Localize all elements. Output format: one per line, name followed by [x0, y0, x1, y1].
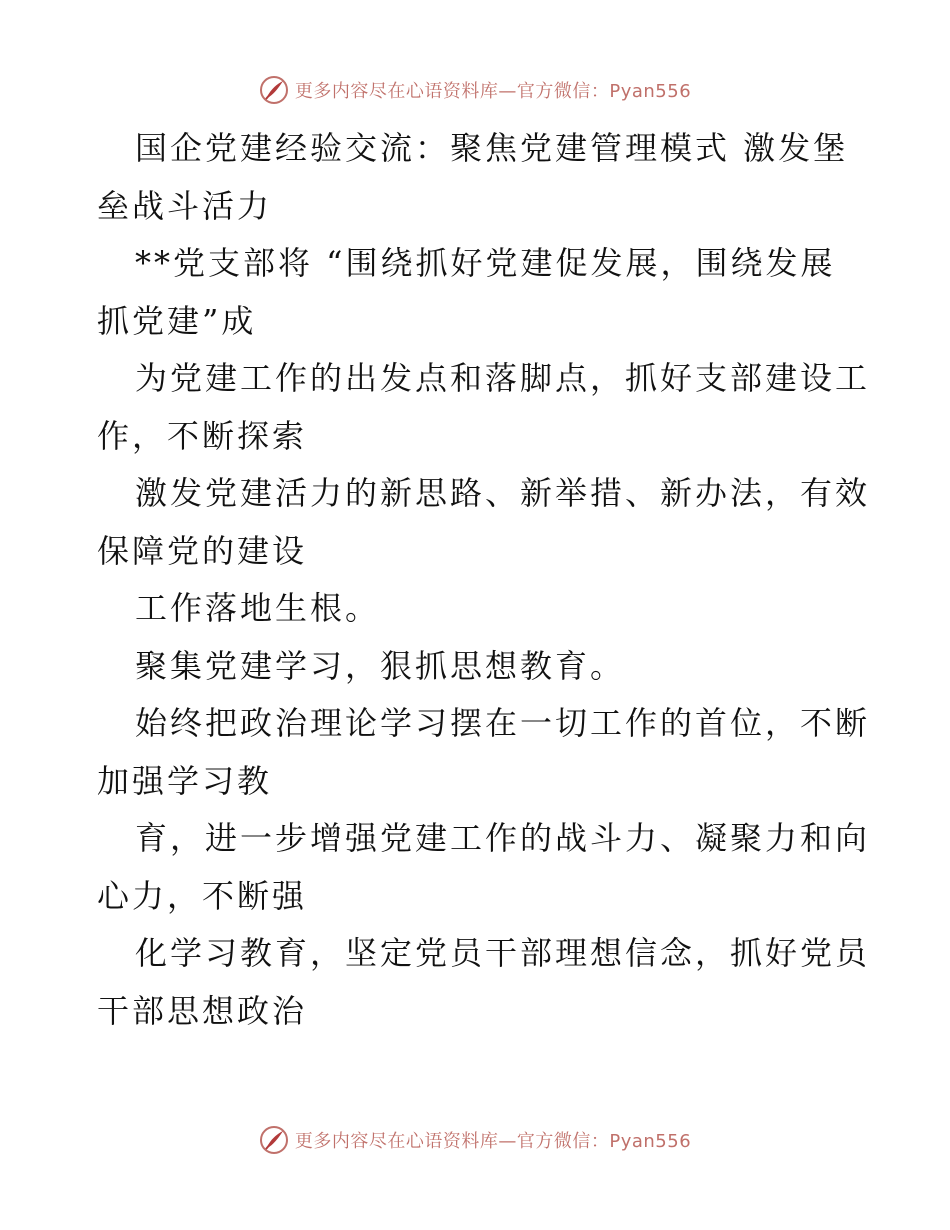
footer-watermark	[0, 1122, 950, 1158]
text-line: 保障党的建设	[97, 531, 308, 570]
watermark-banner	[259, 1125, 691, 1155]
text-line: 为党建工作的出发点和落脚点，抓好支部建设工	[135, 359, 871, 397]
text-line: 加强学习教	[97, 761, 273, 800]
watermark-text: 更多内容尽在心语资料库—官方微信：Pyan556	[294, 1131, 692, 1152]
text-line: 化学习教育，坚定党员干部理想信念，抓好党员	[135, 934, 871, 972]
header-watermark	[0, 72, 950, 108]
text-line: 国企党建经验交流：聚焦党建管理模式 激发堡	[135, 129, 849, 167]
feather-quill-logo-icon	[259, 1125, 289, 1155]
text-line: 抓党建”成	[97, 301, 257, 340]
text-line: 心力，不断强	[97, 876, 308, 915]
text-line: **党支部将 “围绕抓好党建促发展，围绕发展	[135, 244, 836, 282]
text-line: 聚集党建学习，狠抓思想教育。	[135, 646, 626, 685]
document-body	[97, 120, 871, 1040]
text-line: 工作落地生根。	[135, 589, 381, 627]
watermark-banner	[259, 75, 691, 105]
text-line: 作，不断探索	[97, 416, 308, 455]
text-line: 始终把政治理论学习摆在一切工作的首位，不断	[135, 704, 871, 742]
text-line: 干部思想政治	[97, 991, 308, 1030]
text-line: 激发党建活力的新思路、新举措、新办法，有效	[135, 474, 871, 512]
text-line: 垒战斗活力	[97, 186, 273, 225]
watermark-text: 更多内容尽在心语资料库—官方微信：Pyan556	[294, 81, 692, 102]
text-line: 育，进一步增强党建工作的战斗力、凝聚力和向	[135, 819, 871, 857]
feather-quill-logo-icon	[259, 75, 289, 105]
